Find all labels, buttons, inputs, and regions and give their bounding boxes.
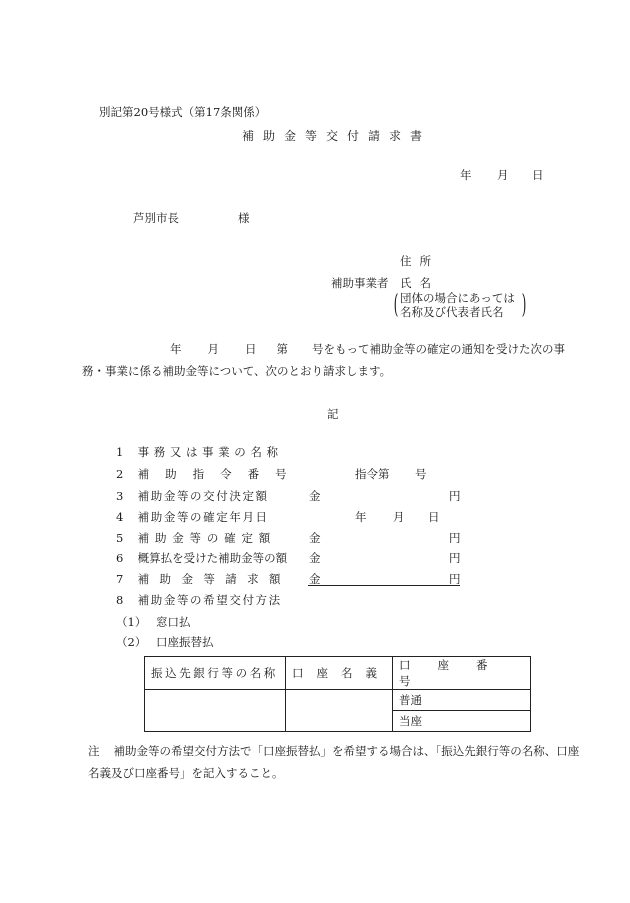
- group-note-line2: 名称及び代表者氏名: [400, 305, 504, 319]
- addressee-name: 芦別市長: [133, 211, 179, 225]
- body-day: 日: [245, 342, 257, 356]
- account-type-current[interactable]: 当座: [393, 711, 531, 732]
- amount-prefix: 金: [309, 572, 321, 586]
- confirm-day: 日: [428, 510, 440, 524]
- method-number: （2）: [116, 635, 147, 649]
- amount-suffix: 円: [449, 551, 461, 565]
- item-number: 7: [116, 572, 124, 586]
- item-label: 補助金等請求額: [137, 572, 291, 586]
- form-title: 補助金等交付請求書: [242, 129, 432, 143]
- confirm-month: 月: [393, 510, 405, 524]
- item-7: [116, 571, 291, 587]
- bank-table-row: [145, 690, 531, 711]
- body-text: 号をもって補助金等の確定の通知を受けた次の事務・事業に係る補助金等について、次のとおり請求します。: [82, 342, 565, 378]
- method-label: 口座振替払: [155, 635, 214, 649]
- amount-prefix: 金: [309, 531, 321, 545]
- note-marker: 注: [88, 744, 100, 758]
- method-label: 窓口払: [155, 615, 191, 629]
- note-text: 補助金等の希望交付方法で「口座振替払」を希望する場合は、「振込先銀行等の名称、口座名義及び口座番号」を記入すること。: [88, 744, 580, 780]
- amount-suffix: 円: [449, 531, 461, 545]
- item-4: [116, 509, 269, 525]
- applicant-role-label: 補助事業者: [331, 276, 389, 290]
- item-label: 概算払を受けた補助金等の額: [137, 551, 288, 565]
- account-type-ordinary[interactable]: 普通: [393, 690, 531, 711]
- account-holder-header: 口座名義: [286, 657, 393, 690]
- item-number: 4: [116, 510, 124, 524]
- method-number: （1）: [116, 615, 147, 629]
- item-6: [116, 550, 287, 566]
- amount-suffix: 円: [449, 572, 461, 586]
- item-number: 2: [116, 467, 124, 481]
- item-label: 補助金等の確定年月日: [137, 510, 269, 524]
- item-number: 1: [116, 445, 124, 459]
- bank-name-cell[interactable]: [145, 690, 286, 732]
- item-label: 補助金等の希望交付方法: [137, 593, 282, 607]
- request-body: [82, 338, 582, 382]
- name-label: 氏名: [400, 276, 439, 290]
- item-3: [116, 488, 269, 504]
- open-paren: (: [393, 290, 399, 320]
- directive-number-prefix: 指令第: [355, 467, 390, 481]
- bank-table-header-row: [145, 657, 531, 690]
- bank-name-header: 振込先銀行等の名称: [145, 657, 286, 690]
- request-amount-underline: [308, 571, 460, 586]
- item-number: 3: [116, 489, 124, 503]
- confirm-year: 年: [355, 510, 367, 524]
- body-month: 月: [207, 342, 219, 356]
- item-number: 6: [116, 551, 124, 565]
- account-number-header: 口座番号: [393, 657, 531, 690]
- group-note: [393, 290, 527, 320]
- account-holder-cell[interactable]: [286, 690, 393, 732]
- body-year: 年: [170, 342, 182, 356]
- method-window: [116, 614, 190, 630]
- item-2: [116, 466, 303, 482]
- bank-table: [144, 656, 531, 732]
- address-label: 住所: [400, 254, 439, 268]
- method-transfer: [116, 634, 213, 650]
- item-8: [116, 592, 282, 608]
- amount-prefix: 金: [309, 489, 321, 503]
- item-label: 補助指令番号: [137, 467, 303, 481]
- directive-number-suffix: 号: [415, 467, 427, 481]
- form-number: 別記第20号様式（第17条関係）: [99, 105, 267, 119]
- item-label: 補助金等の交付決定額: [137, 489, 269, 503]
- item-number: 8: [116, 593, 124, 607]
- amount-suffix: 円: [449, 489, 461, 503]
- amount-prefix: 金: [309, 551, 321, 565]
- date-month-label: 月: [497, 168, 509, 182]
- footnote: [88, 740, 588, 784]
- group-note-line1: 団体の場合にあっては: [400, 291, 515, 305]
- item-label: 補助金等の確定額: [137, 531, 277, 545]
- item-number: 5: [116, 531, 124, 545]
- item-1: [116, 444, 283, 460]
- close-paren: ): [521, 290, 527, 320]
- body-number-prefix: 第: [276, 342, 288, 356]
- ki-heading: 記: [327, 407, 339, 421]
- item-5: [116, 530, 276, 546]
- item-label: 事務又は事業の名称: [137, 445, 283, 459]
- addressee-honorific: 様: [238, 211, 250, 225]
- date-day-label: 日: [532, 168, 544, 182]
- date-year-label: 年: [460, 168, 472, 182]
